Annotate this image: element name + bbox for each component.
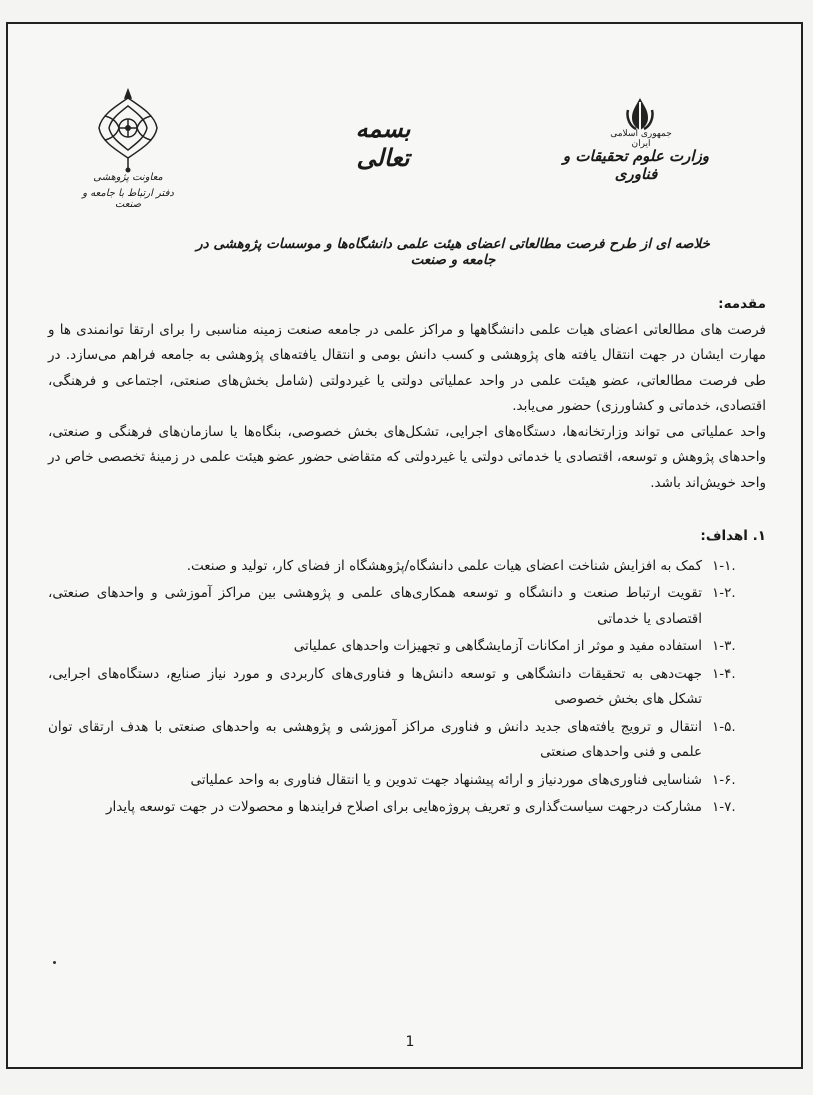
list-item	[48, 768, 766, 794]
list-item	[48, 715, 766, 766]
country-name: جمهوری اسلامی ایران	[610, 129, 672, 149]
goal-number: ۱-۵.	[712, 718, 736, 735]
goal-number: ۱-۶.	[712, 771, 736, 788]
goal-text: کمک به افزایش شناخت اعضای هیات علمی دانشگاه/پژوهشگاه از فضای کار، تولید و صنعت.	[186, 557, 702, 574]
goal-text: انتقال و ترویج یافته‌های جدید دانش و فناوری مراکز آموزشی و پژوهشی به واحدهای صنعتی با هدف ارتقای توان علمی و فنی واحدهای صنعتی	[48, 718, 702, 760]
goal-number: ۱-۴.	[712, 665, 736, 682]
goals-list	[48, 554, 766, 821]
letterhead	[8, 24, 801, 224]
goal-text: تقویت ارتباط صنعت و دانشگاه و توسعه همکاری‌های علمی و پژوهشی بین مراکز آموزشی و واحدهای صنعتی، اقتصادی یا خدماتی	[48, 585, 702, 627]
university-ornament-logo	[93, 86, 163, 174]
goal-number: ۱-۳.	[712, 638, 736, 654]
office-name: دفتر ارتباط با جامعه و صنعت	[82, 188, 174, 210]
iran-emblem-icon	[624, 96, 656, 132]
goal-text: جهت‌دهی به تحقیقات دانشگاهی و توسعه دانش‌ها و فناوری‌های کاربردی و مورد نیاز صنایع، دستگاه‌های اجرایی، تشکل های بخش خصوصی	[48, 665, 702, 707]
goal-number: ۱-۲.	[712, 585, 736, 601]
intro-heading: مقدمه:	[718, 296, 766, 312]
list-item	[48, 634, 766, 660]
office-deputy: معاونت پژوهشی	[93, 172, 163, 183]
stray-mark	[53, 961, 56, 964]
basmala: بسمه تعالی	[355, 114, 411, 172]
list-item	[48, 795, 766, 821]
page-number: 1	[405, 1034, 415, 1050]
goals-heading: ۱. اهداف:	[700, 528, 766, 544]
ministry-name: وزارت علوم تحقیقات و فناوری	[562, 147, 710, 183]
document-title: خلاصه ای از طرح فرصت مطالعاتی اعضای هیئت علمی دانشگاه‌ها و موسسات پژوهشی در جامعه و صنعت	[196, 236, 710, 268]
intro-paragraph-2: واحد عملیاتی می تواند وزارتخانه‌ها، دستگاه‌های اجرایی، تشکل‌های بخش خصوصی، بنگاه‌ها یا سازمان‌های فرهنگی و صنعتی، واحدهای پژوهش و توسعه، اقتصادی یا خدماتی دولتی یا غیردولتی که متقاضی حضور عضو هیئت علمی در زمینهٔ تخصصی خاص در واحد خویش‌اند باشد.	[48, 423, 766, 491]
list-item	[48, 662, 766, 713]
goal-text: مشارکت درجهت سیاست‌گذاری و تعریف پروژه‌هایی برای اصلاح فرایندها و محصولات در جهت توسعه پایدار	[106, 799, 702, 815]
intro-paragraph-1: فرصت های مطالعاتی اعضای هیات علمی دانشگاهها و مراکز علمی در جامعه صنعت زمینه مناسبی را برای ارتقا توانمندی ها و مهارت ایشان در جهت انتقال یافته های پژوهشی و کسب دانش بومی و انتقال یافته‌های پژوهشی به جامعه فراهم می‌سازد. در طی فرصت مطالعاتی، عضو هیئت علمی در واحد عملیاتی دولتی یا غیردولتی (شامل بخش‌های صنعتی، اجتماعی و فرهنگی، اقتصادی، خدماتی و کشاورزی) حضور می‌یابد.	[48, 321, 766, 414]
goal-number: ۱-۷.	[712, 799, 736, 815]
list-item	[48, 581, 766, 632]
goal-number: ۱-۱.	[712, 557, 736, 574]
goal-text: شناسایی فناوری‌های موردنیاز و ارائه پیشنهاد جهت تدوین و یا انتقال فناوری به واحد عملیاتی	[190, 771, 702, 788]
page-frame	[6, 22, 803, 1069]
goal-text: استفاده مفید و موثر از امکانات آزمایشگاهی و تجهیزات واحدهای عملیاتی	[293, 638, 702, 654]
list-item	[48, 554, 766, 580]
document-body	[48, 292, 766, 823]
